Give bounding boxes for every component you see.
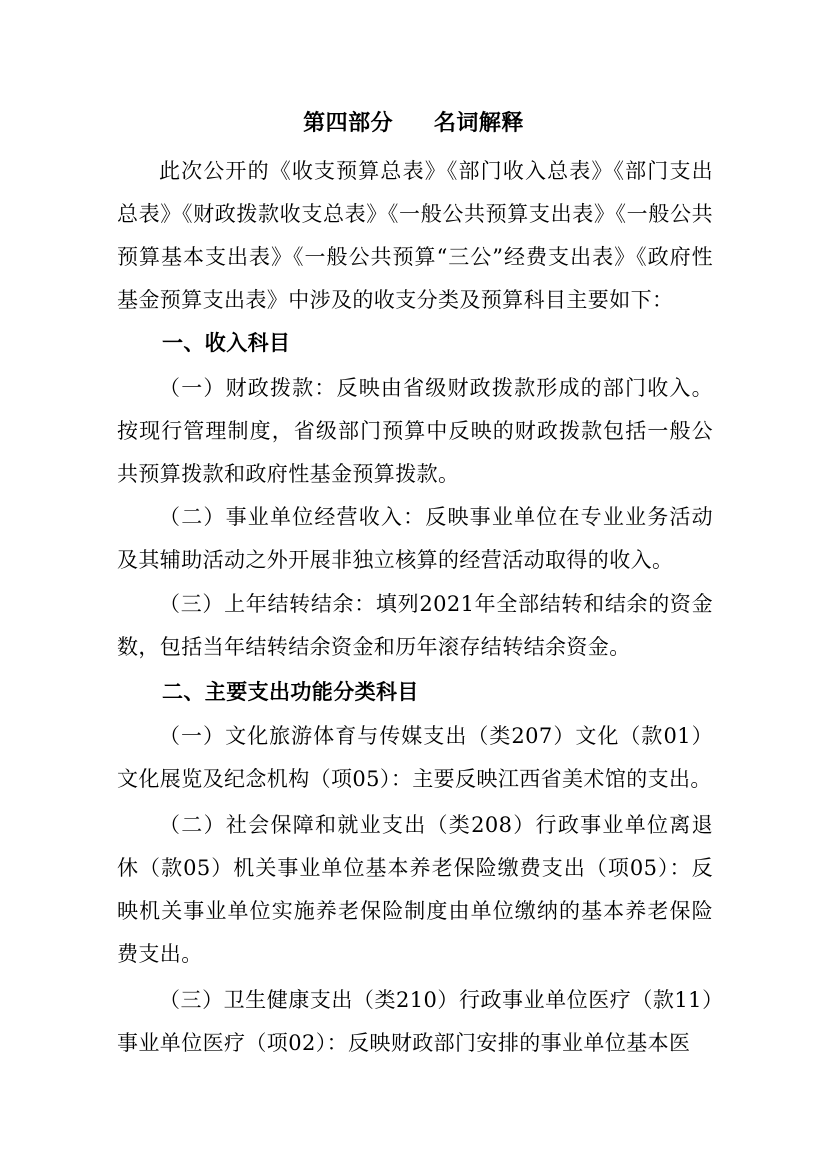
page-title: 第四部分 名词解释: [303, 110, 524, 136]
expenditure-item-health: （三）卫生健康支出（类210）行政事业单位医疗（款11）事业单位医疗（项02）：反映财政部门安排的事业单位基本医: [117, 988, 713, 1055]
section-heading-expenditure: 二、主要支出功能分类科目: [162, 679, 419, 704]
expenditure-item-social-security: （二）社会保障和就业支出（类208）行政事业单位离退休（款05）机关事业单位基本养老保险缴费支出（项05）：反映机关事业单位实施养老保险制度由单位缴纳的基本养老保险费支出。: [117, 813, 713, 966]
income-item-carryover: （三）上年结转结余：填列2021年全部结转和结余的资金数，包括当年结转结余资金和历年滚存结转结余资金。: [117, 592, 713, 659]
intro-paragraph: 此次公开的《收支预算总表》《部门收入总表》《部门支出总表》《财政拨款收支总表》《一般公共预算支出表》《一般公共预算基本支出表》《一般公共预算“三公”经费支出表》《政府性基金预算支出表》中涉及的收支分类及预算科目主要如下：: [117, 159, 713, 312]
income-item-business-revenue: （二）事业单位经营收入：反映事业单位在专业业务活动及其辅助活动之外开展非独立核算的经营活动取得的收入。: [117, 505, 713, 572]
income-item-fiscal-appropriation: （一）财政拨款：反映由省级财政拨款形成的部门收入。按现行管理制度，省级部门预算中反映的财政拨款包括一般公共预算拨款和政府性基金预算拨款。: [117, 376, 713, 486]
expenditure-item-culture: （一）文化旅游体育与传媒支出（类207）文化（款01）文化展览及纪念机构（项05）：主要反映江西省美术馆的支出。: [117, 724, 713, 791]
section-heading-income: 一、收入科目: [162, 330, 291, 355]
